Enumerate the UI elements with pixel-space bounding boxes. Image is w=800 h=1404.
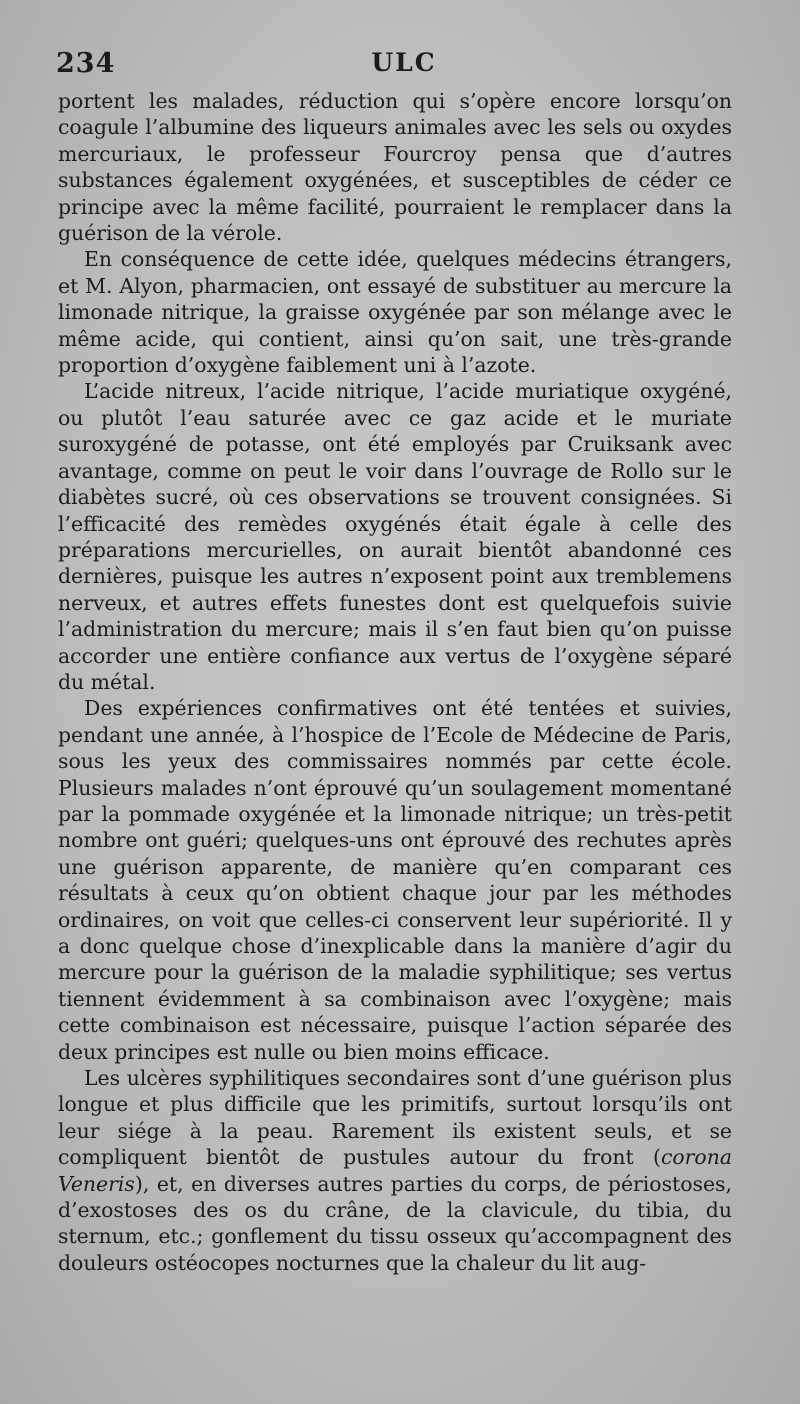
paragraph-3: L’acide nitreux, l’acide nitrique, l’acide muriatique oxygéné, ou plutôt l’eau saturée avec ce gaz acide et le muriate suroxygéné de potasse, ont été employés par Cruiksank avec avantage, comme on peut le voir dans l’ouvrage de Rollo sur le diabètes sucré, où ces observations se trouvent consignées. Si l’efficacité des remèdes oxygénés était égale à celle des préparations mercurielles, on aurait bientôt abandonné ces dernières, puisque les autres n’exposent point aux tremblemens nerveux, et autres effets funestes dont est quelquefois suivie l’administration du mercure; mais il s’en faut bien qu’on puisse accorder une entière confiance aux vertus de l’oxygène séparé du métal. (58, 379, 732, 694)
paragraph-2: En conséquence de cette idée, quelques médecins étrangers, et M. Alyon, pharmacien, ont essayé de substituer au mercure la limonade nitrique, la graisse oxygénée par son mélange avec le même acide, qui contient, ainsi qu’on sait, une très-grande proportion d’oxygène faiblement uni à l’azote. (58, 247, 732, 378)
running-title: ULC (371, 48, 437, 77)
paragraph-5-part-2: ), et, en diverses autres parties du corps, de périostoses, d’exostoses des os du crâne, de la clavicule, du tibia, du sternum, etc.; gonflement du tissu osseux qu’accompagnent des douleurs ostéocopes nocturnes que la chaleur du lit aug- (58, 1171, 732, 1275)
page-number: 234 (56, 48, 116, 79)
body-text (58, 88, 732, 1276)
paragraph-1: portent les malades, réduction qui s’opère encore lorsqu’on coagule l’albumine des liqueurs animales avec les sels ou oxydes mercuriaux, le professeur Fourcroy pensa que d’autres substances également oxygénées, et susceptibles de céder ce principe avec la même facilité, pourraient le remplacer dans la guérison de la vérole. (58, 89, 732, 246)
paragraph-4: Des expériences confirmatives ont été tentées et suivies, pendant une année, à l’hospice de l’Ecole de Médecine de Paris, sous les yeux des commissaires nommés par cette école. Plusieurs malades n’ont éprouvé qu’un soulagement momentané par la pommade oxygénée et la limonade nitrique; un très-petit nombre ont guéri; quelques-uns ont éprouvé des rechutes après une guérison apparente, de manière qu’en comparant ces résultats à ceux qu’on obtient chaque jour par les méthodes ordinaires, on voit que celles-ci conservent leur supériorité. Il y a donc quelque chose d’inexplicable dans la manière d’agir du mercure pour la guérison de la maladie syphilitique; ses vertus tiennent évidemment à sa combinaison avec l’oxygène; mais cette combinaison est nécessaire, puisque l’action séparée des deux principes est nulle ou bien moins efficace. (58, 696, 732, 1064)
italic-term: corona Veneris (58, 1145, 732, 1196)
paragraph-5-part-1: Les ulcères syphilitiques secondaires sont d’une guérison plus longue et plus difficile que les primitifs, surtout lorsqu’ils ont leur siége à la peau. Rarement ils existent seuls, et se compliquent bientôt de pustules autour du front ( (58, 1066, 732, 1170)
running-head (56, 48, 752, 88)
paragraph-5 (58, 1065, 732, 1276)
